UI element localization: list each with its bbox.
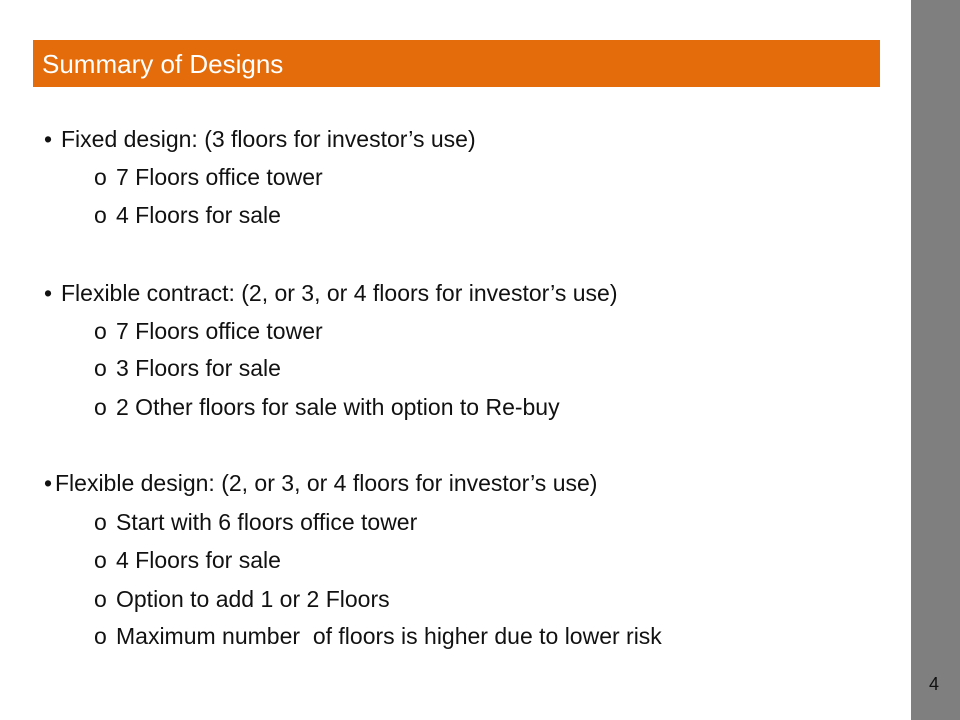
right-side-bar <box>911 0 960 720</box>
sub-bullet-icon: o <box>94 355 107 381</box>
sub-bullet-icon: o <box>94 586 107 612</box>
slide-title: Summary of Designs <box>42 49 284 79</box>
list-item-text: Maximum number of floors is higher due to lower risk <box>116 623 662 649</box>
list-item-text: 7 Floors office tower <box>116 318 323 344</box>
sub-bullet-icon: o <box>94 202 107 228</box>
list-item-text: 2 Other floors for sale with option to Re-buy <box>116 394 560 420</box>
bullet-icon: • <box>44 280 53 306</box>
page-number: 4 <box>929 674 940 694</box>
list-item-text: 4 Floors for sale <box>116 547 281 573</box>
section-heading-text: Flexible design: (2, or 3, or 4 floors for investor’s use) <box>55 470 598 496</box>
section-heading-text: Flexible contract: (2, or 3, or 4 floors for investor’s use) <box>61 280 618 306</box>
sub-bullet-icon: o <box>94 509 107 535</box>
list-item-text: 4 Floors for sale <box>116 202 281 228</box>
sub-bullet-icon: o <box>94 164 107 190</box>
list-item-text: Option to add 1 or 2 Floors <box>116 586 390 612</box>
sub-bullet-icon: o <box>94 547 107 573</box>
bullet-icon: • <box>44 470 53 496</box>
section-heading-text: Fixed design: (3 floors for investor’s use) <box>61 126 476 152</box>
list-item-text: Start with 6 floors office tower <box>116 509 418 535</box>
sub-bullet-icon: o <box>94 318 107 344</box>
sub-bullet-icon: o <box>94 623 107 649</box>
bullet-icon: • <box>44 126 53 152</box>
sub-bullet-icon: o <box>94 394 107 420</box>
list-item-text: 3 Floors for sale <box>116 355 281 381</box>
list-item-text: 7 Floors office tower <box>116 164 323 190</box>
